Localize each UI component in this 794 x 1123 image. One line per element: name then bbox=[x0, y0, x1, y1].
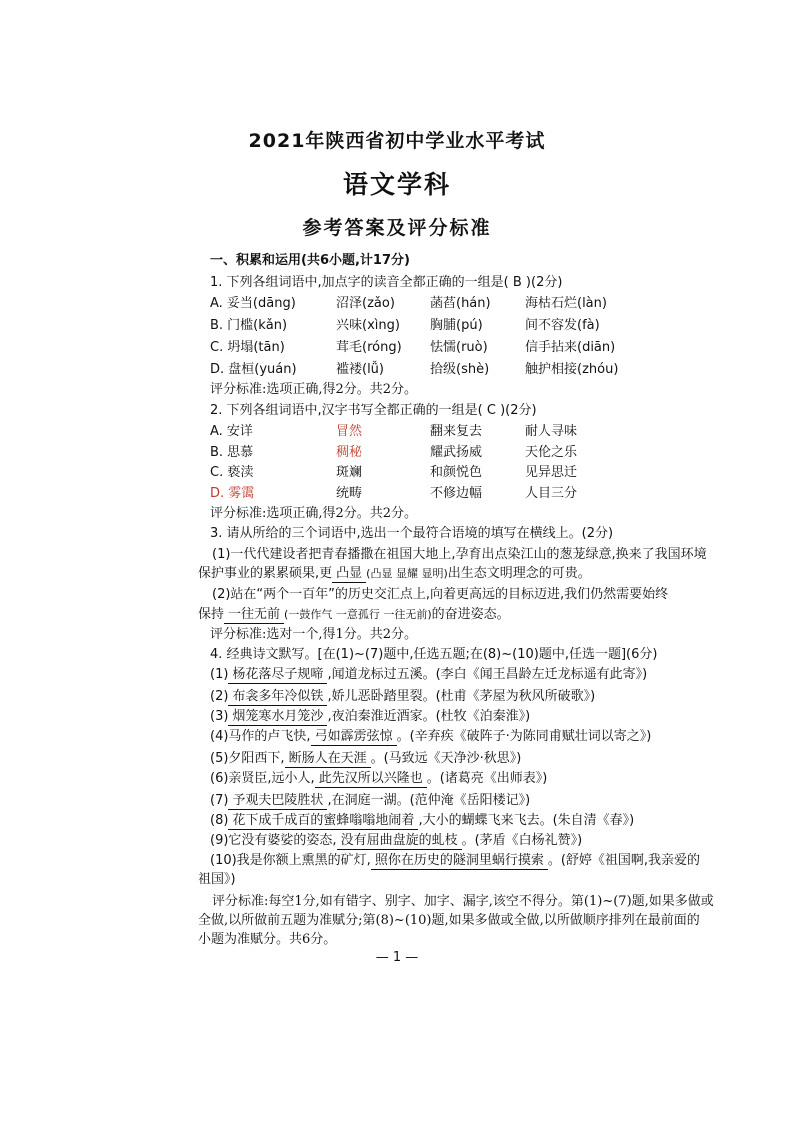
item-prefix: (1) bbox=[210, 667, 229, 682]
q3-options-2: (一鼓作气 一意孤行 一往无前) bbox=[284, 608, 432, 621]
item-answer: 此先汉所以兴隆也 bbox=[315, 770, 427, 788]
q4-criteria-3: 小题为准赋分。共6分。 bbox=[198, 932, 337, 947]
document-subtitle: 参考答案及评分标准 bbox=[302, 217, 492, 239]
item-answer: 杨花落尽子规啼 bbox=[228, 666, 327, 684]
q4-item bbox=[210, 688, 595, 706]
option-cell: 不修边幅 bbox=[430, 486, 483, 501]
section-heading: 一、积累和运用(共6小题,计17分) bbox=[210, 253, 410, 268]
item-suffix: 。(马致远《天净沙·秋思》) bbox=[370, 751, 522, 766]
page-number: — 1 — bbox=[375, 950, 419, 965]
item-suffix: 。(诸葛亮《出师表》) bbox=[426, 771, 548, 786]
q3-answer-2: 一往无前 bbox=[224, 606, 284, 624]
item-answer: 烟笼寒水月笼沙 bbox=[228, 708, 327, 726]
q4-criteria-1: 评分标准:每空1分,如有错字、别字、加字、漏字,该空不得分。第(1)~(7)题,如果多做或 bbox=[212, 894, 714, 909]
item-suffix: ,夜泊秦淮近酒家。(杜牧《泊秦淮》) bbox=[327, 709, 531, 724]
q3-stem: 3. 请从所给的三个词语中,选出一个最符合语境的填写在横线上。(2分) bbox=[210, 526, 614, 541]
item-prefix: (10)我是你额上熏黑的矿灯, bbox=[210, 853, 371, 868]
exam-title: 2021年陕西省初中学业水平考试 bbox=[248, 130, 546, 152]
q4-stem: 4. 经典诗文默写。[在(1)~(7)题中,任选五题;在(8)~(10)题中,任选一题](6分) bbox=[210, 647, 658, 662]
item-prefix: (2) bbox=[210, 689, 229, 704]
item-prefix: (9)它没有婆娑的姿态, bbox=[210, 833, 337, 848]
q3-p1-text: 保护事业的累累硕果,更 bbox=[198, 566, 333, 581]
q3-p2-tail: 的奋进姿态。 bbox=[431, 607, 510, 622]
item-suffix: ,娇儿恶卧踏里裂。(杜甫《茅屋为秋风所破歌》) bbox=[327, 689, 596, 704]
q4-item bbox=[210, 792, 530, 810]
item-prefix: (4)马作的卢飞快, bbox=[210, 729, 311, 744]
q4-item-10-end: 祖国》) bbox=[198, 872, 236, 887]
q3-p2-line1: (2)站在“两个一百年”的历史交汇点上,向着更高远的目标迈进,我们仍然需要始终 bbox=[212, 587, 669, 602]
option-cell: 人目三分 bbox=[525, 486, 578, 501]
subject-title: 语文学科 bbox=[342, 170, 451, 199]
item-suffix: 。(舒婷《祖国啊,我亲爱的 bbox=[547, 853, 701, 868]
q4-item bbox=[210, 728, 651, 746]
option-cell: D. 雾霭 bbox=[210, 486, 255, 501]
option-cell: 稠秘 bbox=[336, 445, 363, 460]
q1-criteria: 评分标准:选项正确,得2分。共2分。 bbox=[210, 382, 418, 397]
option-cell: 触护相接(zhóu) bbox=[525, 362, 619, 377]
item-suffix: ,在洞庭一湖。(范仲淹《岳阳楼记》) bbox=[327, 793, 531, 808]
q3-p2-text: 保持 bbox=[198, 607, 225, 622]
option-cell: C. 坍塌(tān) bbox=[210, 340, 285, 355]
option-cell: 胸脯(pú) bbox=[430, 318, 483, 333]
q4-criteria-2: 全做,以所做前五题为准赋分;第(8)~(10)题,如果多做或全做,以所做顺序排列在最前面的 bbox=[198, 913, 700, 928]
item-suffix: 。(茅盾《白杨礼赞》) bbox=[461, 833, 583, 848]
option-cell: 见异思迁 bbox=[525, 465, 578, 480]
q4-item bbox=[210, 832, 582, 850]
q1-row-b bbox=[210, 317, 630, 334]
q3-p1-line1: (1)一代代建设者把青春播撒在祖国大地上,孕育出点染江山的葱茏绿意,换来了我国环境 bbox=[212, 547, 707, 562]
option-cell: B. 思慕 bbox=[210, 445, 254, 460]
q4-item-10 bbox=[210, 852, 700, 870]
item-answer: 断肠人在天涯 bbox=[285, 750, 371, 768]
option-cell: 统畴 bbox=[336, 486, 363, 501]
option-cell: 兴味(xìng) bbox=[336, 318, 400, 333]
option-cell: 菡萏(hán) bbox=[430, 296, 491, 311]
q3-criteria: 评分标准:选对一个,得1分。共2分。 bbox=[210, 627, 418, 642]
option-cell: 怯懦(ruò) bbox=[430, 340, 488, 355]
item-prefix: (8) bbox=[210, 813, 229, 828]
q4-item bbox=[210, 750, 521, 768]
q4-item bbox=[210, 708, 530, 726]
option-cell: 间不容发(fà) bbox=[525, 318, 600, 333]
option-cell: 信手拈来(diān) bbox=[525, 340, 616, 355]
option-cell: 翻来复去 bbox=[430, 424, 483, 439]
option-cell: 耐人寻味 bbox=[525, 424, 578, 439]
q2-stem: 2. 下列各组词语中,汉字书写全都正确的一组是( C )(2分) bbox=[210, 403, 537, 418]
q3-options-1: (凸显 显耀 显明) bbox=[366, 567, 448, 580]
q2-row-d bbox=[210, 485, 630, 502]
option-cell: 海枯石烂(làn) bbox=[525, 296, 607, 311]
item-suffix: ,大小的蝴蝶飞来飞去。(朱自清《春》) bbox=[418, 813, 635, 828]
option-cell: B. 门槛(kǎn) bbox=[210, 318, 288, 333]
q2-criteria: 评分标准:选项正确,得2分。共2分。 bbox=[210, 506, 418, 521]
q4-item bbox=[210, 770, 547, 788]
item-answer: 布衾多年冷似铁 bbox=[228, 688, 327, 706]
q2-row-c bbox=[210, 464, 630, 481]
option-cell: 褴褛(lǚ) bbox=[336, 362, 384, 377]
option-cell: C. 亵渎 bbox=[210, 465, 254, 480]
option-cell: 沼泽(zǎo) bbox=[336, 296, 395, 311]
item-suffix: ,闻道龙标过五溪。(李白《闻王昌龄左迁龙标遥有此寄》) bbox=[327, 667, 648, 682]
q1-row-a bbox=[210, 295, 630, 312]
option-cell: 拾级(shè) bbox=[430, 362, 490, 377]
item-answer: 弓如霹雳弦惊 bbox=[311, 728, 397, 746]
q1-row-d bbox=[210, 361, 630, 378]
q4-item bbox=[210, 666, 647, 684]
q1-row-c bbox=[210, 339, 630, 356]
q4-item bbox=[210, 812, 634, 830]
q3-p1-tail: 出生态文明理念的可贵。 bbox=[447, 566, 591, 581]
option-cell: 茸毛(róng) bbox=[336, 340, 402, 355]
option-cell: 天伦之乐 bbox=[525, 445, 578, 460]
item-answer: 照你在历史的隧洞里蜗行摸索 bbox=[371, 852, 548, 870]
q3-p2-line2 bbox=[198, 606, 510, 624]
q2-row-b bbox=[210, 444, 630, 461]
item-prefix: (3) bbox=[210, 709, 229, 724]
item-prefix: (5)夕阳西下, bbox=[210, 751, 285, 766]
q3-p1-line2 bbox=[198, 565, 591, 583]
option-cell: 斑斓 bbox=[336, 465, 363, 480]
option-cell: D. 盘桓(yuán) bbox=[210, 362, 297, 377]
option-cell: A. 安详 bbox=[210, 424, 253, 439]
item-prefix: (6)亲贤臣,远小人, bbox=[210, 771, 315, 786]
q1-stem: 1. 下列各组词语中,加点字的读音全都正确的一组是( B )(2分) bbox=[210, 275, 563, 290]
option-cell: 耀武扬威 bbox=[430, 445, 483, 460]
q2-row-a bbox=[210, 423, 630, 440]
q3-answer-1: 凸显 bbox=[332, 565, 366, 583]
item-prefix: (7) bbox=[210, 793, 229, 808]
option-cell: 和颜悦色 bbox=[430, 465, 483, 480]
item-answer: 没有屈曲盘旋的虬枝 bbox=[337, 832, 462, 850]
item-suffix: 。(辛弃疾《破阵子·为陈同甫赋壮词以寄之》) bbox=[396, 729, 652, 744]
item-answer: 予观夫巴陵胜状 bbox=[228, 792, 327, 810]
option-cell: 冒然 bbox=[336, 424, 363, 439]
item-answer: 花下成千成百的蜜蜂嗡嗡地闹着 bbox=[228, 812, 418, 830]
option-cell: A. 妥当(dāng) bbox=[210, 296, 296, 311]
